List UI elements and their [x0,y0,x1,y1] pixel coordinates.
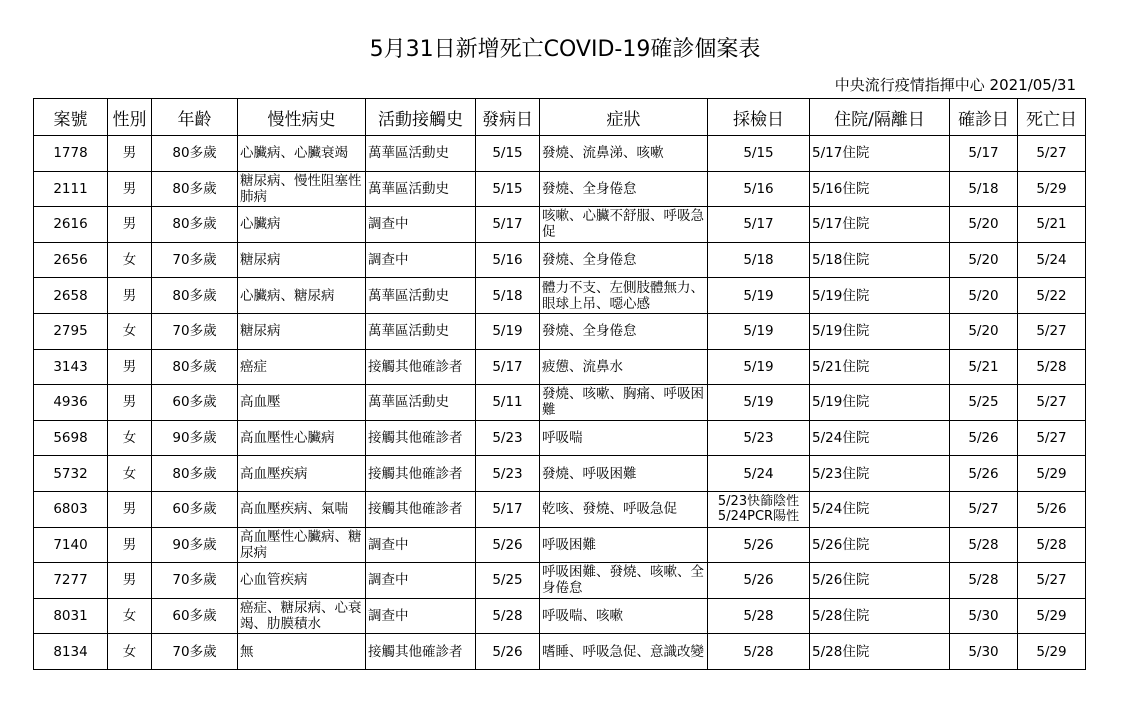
contact-history-cell: 調查中 [366,598,476,634]
gender-cell: 男 [108,136,152,172]
symptoms-cell: 發燒、流鼻涕、咳嗽 [540,136,708,172]
chronic-history-cell: 癌症 [238,349,366,385]
chronic-history-cell: 糖尿病 [238,242,366,278]
confirm-date-cell: 5/25 [950,385,1018,421]
case-number-cell: 5732 [34,456,108,492]
table-row [34,171,1086,207]
confirm-date-cell: 5/27 [950,491,1018,527]
sample-date-cell: 5/28 [708,598,810,634]
gender-cell: 男 [108,171,152,207]
page-title: 5月31日新增死亡COVID-19確診個案表 [369,37,761,62]
hospitalization-cell: 5/18住院 [810,242,950,278]
onset-date-cell: 5/17 [476,349,540,385]
sample-date-cell: 5/19 [708,313,810,349]
chronic-history-cell: 心臟病、糖尿病 [238,278,366,314]
death-date-cell: 5/27 [1018,420,1086,456]
sample-date-cell: 5/19 [708,278,810,314]
table-row [34,313,1086,349]
onset-date-cell: 5/26 [476,634,540,670]
contact-history-cell: 接觸其他確診者 [366,491,476,527]
issuer-date: 中央流行疫情指揮中心 2021/05/31 [834,76,1076,94]
death-date-cell: 5/29 [1018,456,1086,492]
contact-history-cell: 萬華區活動史 [366,136,476,172]
hospitalization-cell: 5/28住院 [810,598,950,634]
symptoms-cell: 發燒、呼吸困難 [540,456,708,492]
table-row [34,278,1086,314]
onset-date-cell: 5/26 [476,527,540,563]
case-number-cell: 3143 [34,349,108,385]
sample-date-cell: 5/24 [708,456,810,492]
confirm-date-cell: 5/30 [950,634,1018,670]
age-cell: 90多歲 [152,527,238,563]
table-row [34,136,1086,172]
case-number-cell: 4936 [34,385,108,421]
symptoms-cell: 發燒、咳嗽、胸痛、呼吸困難 [540,385,708,421]
age-cell: 60多歲 [152,385,238,421]
age-cell: 60多歲 [152,598,238,634]
sample-date-cell: 5/23 [708,420,810,456]
chronic-history-cell: 糖尿病、慢性阻塞性肺病 [238,171,366,207]
gender-cell: 女 [108,242,152,278]
hospitalization-cell: 5/19住院 [810,385,950,421]
gender-cell: 女 [108,420,152,456]
death-date-cell: 5/28 [1018,527,1086,563]
age-cell: 80多歲 [152,207,238,243]
sample-date-cell: 5/26 [708,527,810,563]
age-cell: 80多歲 [152,136,238,172]
contact-history-cell: 接觸其他確診者 [366,456,476,492]
hospitalization-cell: 5/28住院 [810,634,950,670]
hospitalization-cell: 5/24住院 [810,420,950,456]
gender-cell: 男 [108,278,152,314]
table-row [34,634,1086,670]
chronic-history-cell: 癌症、糖尿病、心衰竭、肋膜積水 [238,598,366,634]
case-number-cell: 8031 [34,598,108,634]
header-hospitalization: 住院/隔離日 [810,99,950,136]
case-number-cell: 7277 [34,563,108,599]
confirm-date-cell: 5/20 [950,207,1018,243]
sample-date-cell: 5/19 [708,349,810,385]
case-number-cell: 8134 [34,634,108,670]
hospitalization-cell: 5/16住院 [810,171,950,207]
hospitalization-cell: 5/17住院 [810,207,950,243]
hospitalization-cell: 5/19住院 [810,278,950,314]
contact-history-cell: 萬華區活動史 [366,385,476,421]
symptoms-cell: 發燒、全身倦怠 [540,242,708,278]
contact-history-cell: 接觸其他確診者 [366,349,476,385]
sample-date-cell: 5/16 [708,171,810,207]
onset-date-cell: 5/11 [476,385,540,421]
chronic-history-cell: 高血壓 [238,385,366,421]
age-cell: 80多歲 [152,456,238,492]
death-date-cell: 5/24 [1018,242,1086,278]
sample-date-cell: 5/26 [708,563,810,599]
age-cell: 70多歲 [152,242,238,278]
header-sample-date: 採檢日 [708,99,810,136]
table-row [34,563,1086,599]
table-row [34,598,1086,634]
onset-date-cell: 5/23 [476,420,540,456]
case-number-cell: 1778 [34,136,108,172]
death-case-table [33,98,1086,670]
confirm-date-cell: 5/26 [950,456,1018,492]
chronic-history-cell: 糖尿病 [238,313,366,349]
onset-date-cell: 5/15 [476,136,540,172]
gender-cell: 男 [108,207,152,243]
header-chronic-history: 慢性病史 [238,99,366,136]
onset-date-cell: 5/17 [476,491,540,527]
case-number-cell: 5698 [34,420,108,456]
symptoms-cell: 發燒、全身倦怠 [540,313,708,349]
onset-date-cell: 5/16 [476,242,540,278]
gender-cell: 男 [108,491,152,527]
symptoms-cell: 疲憊、流鼻水 [540,349,708,385]
gender-cell: 男 [108,527,152,563]
chronic-history-cell: 心臟病、心臟衰竭 [238,136,366,172]
chronic-history-cell: 高血壓性心臟病 [238,420,366,456]
death-date-cell: 5/21 [1018,207,1086,243]
hospitalization-cell: 5/26住院 [810,527,950,563]
header-row [34,99,1086,136]
hospitalization-cell: 5/21住院 [810,349,950,385]
table-row [34,385,1086,421]
contact-history-cell: 萬華區活動史 [366,278,476,314]
confirm-date-cell: 5/26 [950,420,1018,456]
death-date-cell: 5/29 [1018,634,1086,670]
contact-history-cell: 萬華區活動史 [366,171,476,207]
sample-date-cell: 5/17 [708,207,810,243]
confirm-date-cell: 5/28 [950,563,1018,599]
age-cell: 80多歲 [152,278,238,314]
sample-date-cell: 5/23快篩陰性 5/24PCR陽性 [708,491,810,527]
symptoms-cell: 體力不支、左側肢體無力、眼球上吊、噁心感 [540,278,708,314]
chronic-history-cell: 高血壓疾病 [238,456,366,492]
header-symptoms: 症狀 [540,99,708,136]
gender-cell: 男 [108,385,152,421]
age-cell: 70多歲 [152,634,238,670]
case-number-cell: 2795 [34,313,108,349]
confirm-date-cell: 5/18 [950,171,1018,207]
case-number-cell: 6803 [34,491,108,527]
contact-history-cell: 調查中 [366,242,476,278]
gender-cell: 女 [108,456,152,492]
age-cell: 80多歲 [152,349,238,385]
symptoms-cell: 乾咳、發燒、呼吸急促 [540,491,708,527]
death-date-cell: 5/29 [1018,598,1086,634]
age-cell: 80多歲 [152,171,238,207]
onset-date-cell: 5/17 [476,207,540,243]
death-date-cell: 5/27 [1018,313,1086,349]
confirm-date-cell: 5/21 [950,349,1018,385]
header-death-date: 死亡日 [1018,99,1086,136]
header-onset-date: 發病日 [476,99,540,136]
contact-history-cell: 調查中 [366,207,476,243]
chronic-history-cell: 心血管疾病 [238,563,366,599]
onset-date-cell: 5/18 [476,278,540,314]
death-date-cell: 5/26 [1018,491,1086,527]
contact-history-cell: 接觸其他確診者 [366,420,476,456]
header-contact-history: 活動接觸史 [366,99,476,136]
table-row [34,527,1086,563]
hospitalization-cell: 5/19住院 [810,313,950,349]
symptoms-cell: 呼吸困難、發燒、咳嗽、全身倦怠 [540,563,708,599]
case-number-cell: 2616 [34,207,108,243]
gender-cell: 女 [108,313,152,349]
gender-cell: 男 [108,349,152,385]
symptoms-cell: 呼吸困難 [540,527,708,563]
symptoms-cell: 咳嗽、心臟不舒服、呼吸急促 [540,207,708,243]
header-gender: 性別 [108,99,152,136]
death-date-cell: 5/22 [1018,278,1086,314]
table-row [34,456,1086,492]
age-cell: 90多歲 [152,420,238,456]
onset-date-cell: 5/15 [476,171,540,207]
confirm-date-cell: 5/20 [950,313,1018,349]
confirm-date-cell: 5/28 [950,527,1018,563]
age-cell: 70多歲 [152,313,238,349]
death-date-cell: 5/29 [1018,171,1086,207]
header-case-number: 案號 [34,99,108,136]
death-date-cell: 5/27 [1018,563,1086,599]
contact-history-cell: 接觸其他確診者 [366,634,476,670]
death-date-cell: 5/28 [1018,349,1086,385]
onset-date-cell: 5/19 [476,313,540,349]
death-date-cell: 5/27 [1018,385,1086,421]
gender-cell: 女 [108,634,152,670]
age-cell: 70多歲 [152,563,238,599]
sample-date-cell: 5/15 [708,136,810,172]
hospitalization-cell: 5/24住院 [810,491,950,527]
case-number-cell: 7140 [34,527,108,563]
sample-date-cell: 5/18 [708,242,810,278]
sample-date-cell: 5/19 [708,385,810,421]
chronic-history-cell: 無 [238,634,366,670]
contact-history-cell: 調查中 [366,527,476,563]
table-row [34,349,1086,385]
age-cell: 60多歲 [152,491,238,527]
confirm-date-cell: 5/17 [950,136,1018,172]
symptoms-cell: 嗜睡、呼吸急促、意識改變 [540,634,708,670]
confirm-date-cell: 5/20 [950,278,1018,314]
death-date-cell: 5/27 [1018,136,1086,172]
gender-cell: 女 [108,598,152,634]
table-row [34,207,1086,243]
table-row [34,491,1086,527]
table-row [34,242,1086,278]
confirm-date-cell: 5/30 [950,598,1018,634]
chronic-history-cell: 心臟病 [238,207,366,243]
chronic-history-cell: 高血壓疾病、氣喘 [238,491,366,527]
sample-date-cell: 5/28 [708,634,810,670]
symptoms-cell: 呼吸喘、咳嗽 [540,598,708,634]
header-confirm-date: 確診日 [950,99,1018,136]
hospitalization-cell: 5/23住院 [810,456,950,492]
hospitalization-cell: 5/26住院 [810,563,950,599]
hospitalization-cell: 5/17住院 [810,136,950,172]
case-number-cell: 2658 [34,278,108,314]
table-row [34,420,1086,456]
confirm-date-cell: 5/20 [950,242,1018,278]
header-age: 年齡 [152,99,238,136]
onset-date-cell: 5/23 [476,456,540,492]
chronic-history-cell: 高血壓性心臟病、糖尿病 [238,527,366,563]
case-number-cell: 2656 [34,242,108,278]
contact-history-cell: 萬華區活動史 [366,313,476,349]
case-number-cell: 2111 [34,171,108,207]
onset-date-cell: 5/28 [476,598,540,634]
symptoms-cell: 呼吸喘 [540,420,708,456]
gender-cell: 男 [108,563,152,599]
contact-history-cell: 調查中 [366,563,476,599]
onset-date-cell: 5/25 [476,563,540,599]
symptoms-cell: 發燒、全身倦怠 [540,171,708,207]
